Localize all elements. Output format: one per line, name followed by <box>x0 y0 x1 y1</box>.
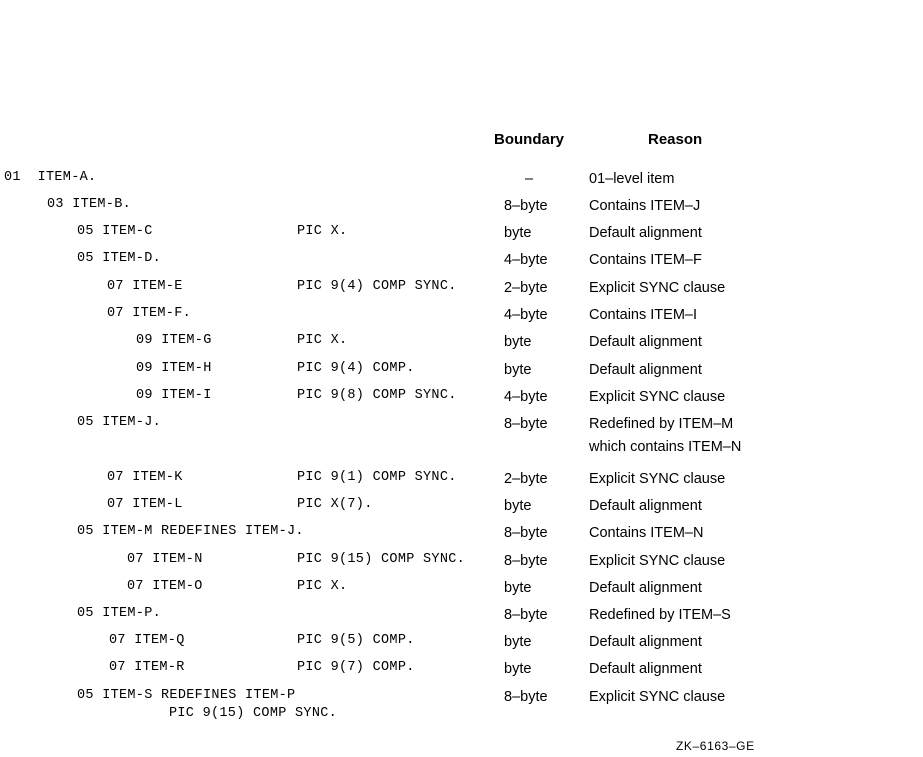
table-row <box>0 579 923 601</box>
item-name: 07 ITEM-N <box>127 552 203 567</box>
reason-text: Default alignment <box>589 362 702 378</box>
picture-clause: PIC 9(4) COMP. <box>297 361 415 376</box>
boundary-value: 4–byte <box>504 389 548 405</box>
reason-text: Default alignment <box>589 334 702 350</box>
boundary-value: 8–byte <box>504 198 548 214</box>
reason-text: Redefined by ITEM–S <box>589 607 731 623</box>
reason-text: Default alignment <box>589 225 702 241</box>
reason-text: Contains ITEM–F <box>589 252 702 268</box>
table-row <box>0 279 923 301</box>
table-row <box>0 606 923 628</box>
boundary-value: byte <box>504 334 532 350</box>
item-name: 05 ITEM-S REDEFINES ITEM-P <box>77 688 296 703</box>
reason-text: Default alignment <box>589 498 702 514</box>
table-row <box>0 470 923 492</box>
item-name: 07 ITEM-Q <box>109 633 185 648</box>
item-name: 07 ITEM-R <box>109 660 185 675</box>
item-name: 03 ITEM-B. <box>47 197 132 212</box>
picture-clause-continuation: PIC 9(15) COMP SYNC. <box>169 706 338 721</box>
boundary-value: 8–byte <box>504 689 548 705</box>
item-name: 07 ITEM-K <box>107 470 183 485</box>
item-name: 05 ITEM-J. <box>77 415 162 430</box>
table-row <box>0 333 923 355</box>
picture-clause: PIC 9(1) COMP SYNC. <box>297 470 457 485</box>
picture-clause: PIC X(7). <box>297 497 373 512</box>
reason-text: Contains ITEM–N <box>589 525 704 541</box>
boundary-value: 4–byte <box>504 252 548 268</box>
item-name: 07 ITEM-F. <box>107 306 192 321</box>
figure-id: ZK–6163–GE <box>676 739 755 753</box>
picture-clause: PIC X. <box>297 224 348 239</box>
table-row <box>0 361 923 383</box>
table-row <box>0 552 923 574</box>
item-name: 05 ITEM-M REDEFINES ITEM-J. <box>77 524 304 539</box>
boundary-value: byte <box>504 498 532 514</box>
table-row <box>0 415 923 461</box>
reason-text: 01–level item <box>589 171 675 187</box>
table-row <box>0 633 923 655</box>
table-row <box>0 388 923 410</box>
reason-text: Contains ITEM–J <box>589 198 701 214</box>
reason-text: Explicit SYNC clause <box>589 389 726 405</box>
item-name: 01 ITEM-A. <box>4 170 97 185</box>
reason-text: Default alignment <box>589 661 702 677</box>
boundary-value: 2–byte <box>504 280 548 296</box>
item-name: 07 ITEM-E <box>107 279 183 294</box>
table-row <box>0 660 923 682</box>
picture-clause: PIC 9(15) COMP SYNC. <box>297 552 466 567</box>
item-name: 07 ITEM-L <box>107 497 183 512</box>
table-row <box>0 251 923 273</box>
table-row <box>0 524 923 546</box>
item-name: 09 ITEM-I <box>136 388 212 403</box>
reason-column-header: Reason <box>648 131 703 148</box>
table-row <box>0 497 923 519</box>
table-row <box>0 197 923 219</box>
boundary-value: 8–byte <box>504 607 548 623</box>
reason-text: Explicit SYNC clause <box>589 280 726 296</box>
picture-clause: PIC X. <box>297 333 348 348</box>
boundary-value: byte <box>504 634 532 650</box>
boundary-value: – <box>525 171 534 187</box>
picture-clause: PIC 9(4) COMP SYNC. <box>297 279 457 294</box>
picture-clause: PIC X. <box>297 579 348 594</box>
reason-text-continued: which contains ITEM–N <box>589 439 742 455</box>
boundary-value: 8–byte <box>504 416 548 432</box>
reason-text: Default alignment <box>589 634 702 650</box>
reason-text: Explicit SYNC clause <box>589 471 726 487</box>
boundary-value: 8–byte <box>504 525 548 541</box>
reason-text: Explicit SYNC clause <box>589 553 726 569</box>
table-row <box>0 688 923 728</box>
boundary-value: byte <box>504 661 532 677</box>
boundary-value: byte <box>504 580 532 596</box>
boundary-value: byte <box>504 362 532 378</box>
table-row <box>0 170 923 192</box>
boundary-value: 2–byte <box>504 471 548 487</box>
reason-text: Default alignment <box>589 580 702 596</box>
table-row <box>0 306 923 328</box>
item-name: 05 ITEM-C <box>77 224 153 239</box>
item-name: 07 ITEM-O <box>127 579 203 594</box>
item-name: 09 ITEM-H <box>136 361 212 376</box>
boundary-value: byte <box>504 225 532 241</box>
item-name: 05 ITEM-D. <box>77 251 162 266</box>
item-name: 09 ITEM-G <box>136 333 212 348</box>
item-name: 05 ITEM-P. <box>77 606 162 621</box>
reason-text: Contains ITEM–I <box>589 307 697 323</box>
table-row <box>0 224 923 246</box>
picture-clause: PIC 9(7) COMP. <box>297 660 415 675</box>
reason-text: Redefined by ITEM–M <box>589 416 734 432</box>
boundary-value: 8–byte <box>504 553 548 569</box>
picture-clause: PIC 9(8) COMP SYNC. <box>297 388 457 403</box>
picture-clause: PIC 9(5) COMP. <box>297 633 415 648</box>
boundary-value: 4–byte <box>504 307 548 323</box>
reason-text: Explicit SYNC clause <box>589 689 726 705</box>
boundary-column-header: Boundary <box>494 131 565 148</box>
